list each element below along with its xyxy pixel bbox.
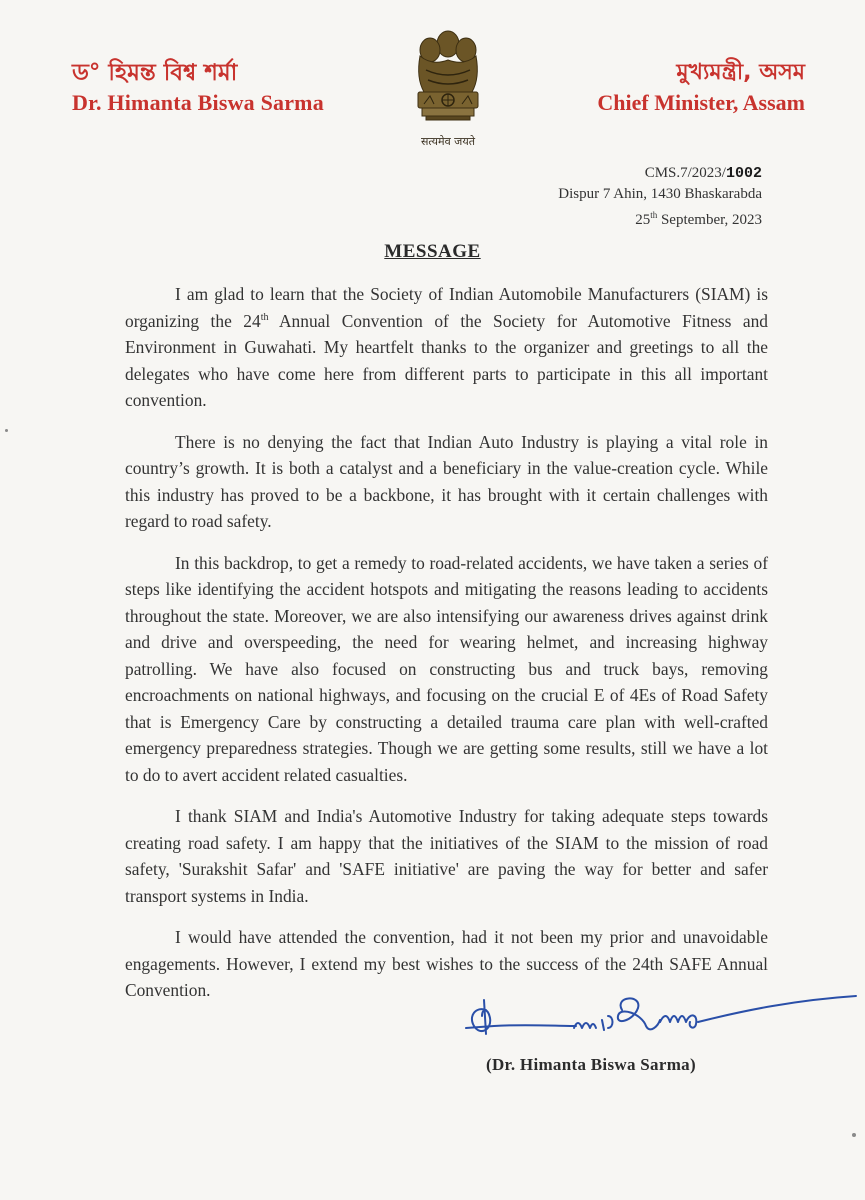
title-native: মুখ্যমন্ত্ৰী, অসম: [676, 60, 805, 85]
reference-handwritten-number: 1002: [725, 165, 762, 182]
emblem-motto: सत्यमेव जयते: [420, 135, 475, 148]
paragraph-3: In this backdrop, to get a remedy to road-related accidents, we have taken a series of steps like identifying the accident hotspots and mitigating the reasons leading to accidents throughout the state. Moreover, we are also intensifying our awareness drives against drink and drive and overspeeding, the need for wearing helmet, and increasing highway patrolling. We have also focused on constructing bus and truck bays, removing encroachments on national highways, and focusing on the crucial E of 4Es of Road Safety that is Emergency Care by constructing a detailed trauma care plan with well-crafted emergency preparedness strategies. Though we are getting some results, still we have a lot to do to avert accident related casualties.: [125, 552, 768, 785]
date-day: 25: [635, 212, 651, 228]
reference-number: [558, 163, 762, 184]
message-body: [125, 281, 768, 1019]
paragraph-1-part1: I am glad to learn that the Society of Indian Automobile Manufacturers (SIAM) is organizing the 24: [125, 284, 768, 331]
date-rest: September, 2023: [657, 212, 762, 228]
reference-block: [558, 163, 762, 231]
paragraph-1-sup: th: [260, 311, 269, 323]
emblem-graphic: [406, 26, 490, 134]
message-heading: MESSAGE: [384, 241, 481, 262]
letterhead-left: [72, 58, 324, 116]
name-native: ড° হিমন্ত বিশ্ব শৰ্মা: [72, 60, 238, 86]
letterhead-right: [597, 58, 805, 116]
title-english: Chief Minister, Assam: [597, 90, 805, 115]
place-date-line: Dispur 7 Ahin, 1430 Bhaskarabda: [558, 186, 762, 202]
handwritten-signature-icon: [446, 986, 865, 1048]
paragraph-2: There is no denying the fact that Indian Auto Industry is playing a vital role in country’s growth. It is both a catalyst and a beneficiary in the value-creation cycle. While this industry has proved to be a backbone, it has brought with it certain challenges with regard to road safety.: [125, 431, 768, 531]
national-emblem-icon: [398, 26, 498, 158]
name-english: Dr. Himanta Biswa Sarma: [72, 90, 324, 115]
paragraph-5: I would have attended the convention, had it not been my prior and unavoidable engagements. However, I extend my best wishes to the success of the 24th SAFE Annual Convention.: [125, 927, 768, 1000]
paragraph-1: [125, 281, 768, 414]
paragraph-1-part2: Annual Convention of the Society for Automotive Fitness and Environment in Guwahati. My heartfelt thanks to the organizer and greetings to all the delegates who have come here from different parts to participate in this all important convention.: [125, 310, 768, 410]
paper-speck: [5, 429, 8, 432]
reference-prefix: CMS.7/2023/: [644, 165, 726, 181]
paragraph-4: I thank SIAM and India's Automotive Industry for taking adequate steps towards creating road safety. I am happy that the initiatives of the SIAM to the mission of road safety, 'Surakshit Safar' and 'SAFE initiative' are paving the way for better and safer transport systems in India.: [125, 806, 768, 906]
letter-date: [558, 205, 762, 231]
paper-speck: [852, 1133, 856, 1137]
date-suffix: th: [650, 210, 658, 220]
signatory-name: (Dr. Himanta Biswa Sarma): [486, 1055, 696, 1074]
